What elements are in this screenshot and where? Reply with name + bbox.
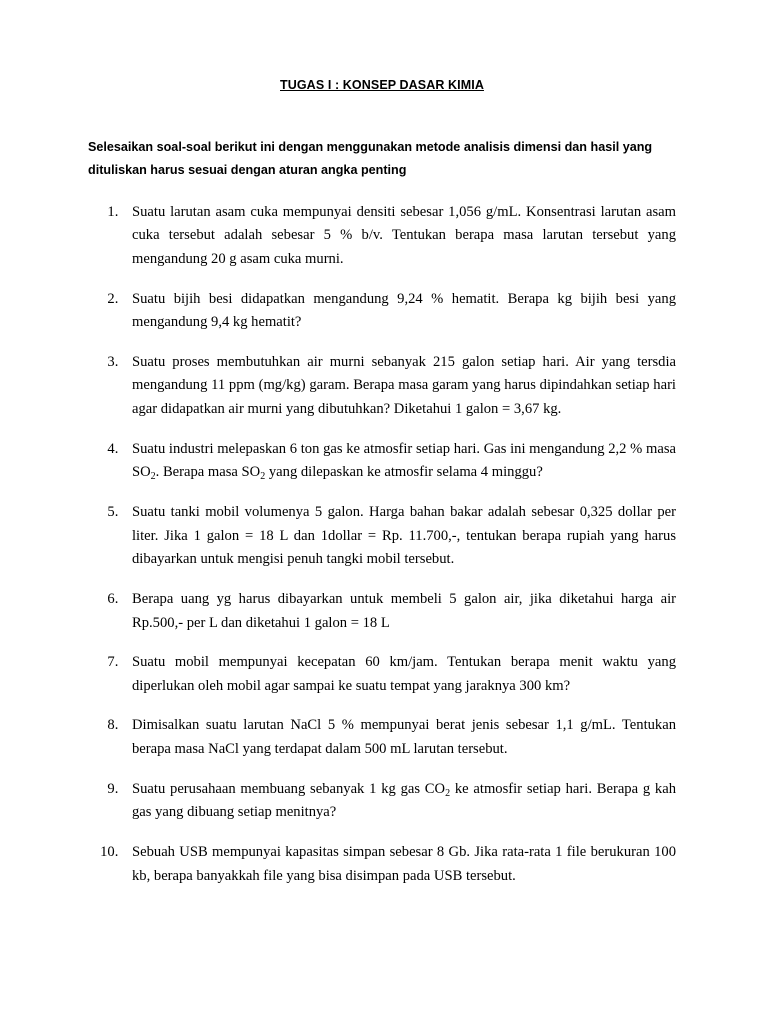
list-item: 7. Suatu mobil mempunyai kecepatan 60 km/jam. Tentukan berapa menit waktu yang diperlukan oleh mobil agar sampai ke suatu tempat yang jaraknya 300 km?	[122, 651, 676, 698]
list-item: 4. Suatu industri melepaskan 6 ton gas ke atmosfir setiap hari. Gas ini mengandung 2,2 % masa $SO_2$. Berapa masa $SO_2$ yang dilepaskan ke atmosfir selama 4 minggu?	[122, 438, 676, 485]
list-item: 10. Sebuah USB mempunyai kapasitas simpan sebesar 8 Gb. Jika rata-rata 1 file berukuran 100 kb, berapa banyakkah file yang bisa disimpan pada USB tersebut.	[122, 841, 676, 888]
list-item: 9. Suatu perusahaan membuang sebanyak 1 kg gas $CO_2$ ke atmosfir setiap hari. Berapa g kah gas yang dibuang setiap menitnya?	[122, 778, 676, 825]
list-item: 6. Berapa uang yg harus dibayarkan untuk membeli 5 galon air, jika diketahui harga air Rp.500,- per L dan diketahui 1 galon = 18 L	[122, 588, 676, 635]
page-title: TUGAS I : KONSEP DASAR KIMIA	[280, 78, 484, 92]
question-list	[88, 201, 676, 889]
list-item: 3. Suatu proses membutuhkan air murni sebanyak 215 galon setiap hari. Air yang tersdia mengandung 11 ppm (mg/kg) garam. Berapa masa garam yang harus dipindahkan setiap hari agar didapatkan air murni yang dibutuhkan? Diketahui 1 galon = 3,67 kg.	[122, 351, 676, 422]
instruction-paragraph: Selesaikan soal-soal berikut ini dengan menggunakan metode analisis dimensi dan hasil yang dituliskan harus sesuai dengan aturan angka penting	[88, 140, 653, 178]
list-item: 1. Suatu larutan asam cuka mempunyai densiti sebesar 1,056 g/mL. Konsentrasi larutan asam cuka tersebut adalah sebesar 5 % b/v. Tentukan berapa masa larutan tersebut yang mengandung 20 g asam cuka murni.	[122, 201, 676, 272]
list-item: 8. Dimisalkan suatu larutan NaCl 5 % mempunyai berat jenis sebesar 1,1 g/mL. Tentukan berapa masa NaCl yang terdapat dalam 500 mL larutan tersebut.	[122, 714, 676, 761]
list-item: 2. Suatu bijih besi didapatkan mengandung 9,24 % hematit. Berapa kg bijih besi yang mengandung 9,4 kg hematit?	[122, 288, 676, 335]
list-item: 5. Suatu tanki mobil volumenya 5 galon. Harga bahan bakar adalah sebesar 0,325 dollar per liter. Jika 1 galon = 18 L dan 1dollar = Rp. 11.700,-, tentukan berapa rupiah yang harus dibayarkan untuk mengisi penuh tangki mobil tersebut.	[122, 501, 676, 572]
